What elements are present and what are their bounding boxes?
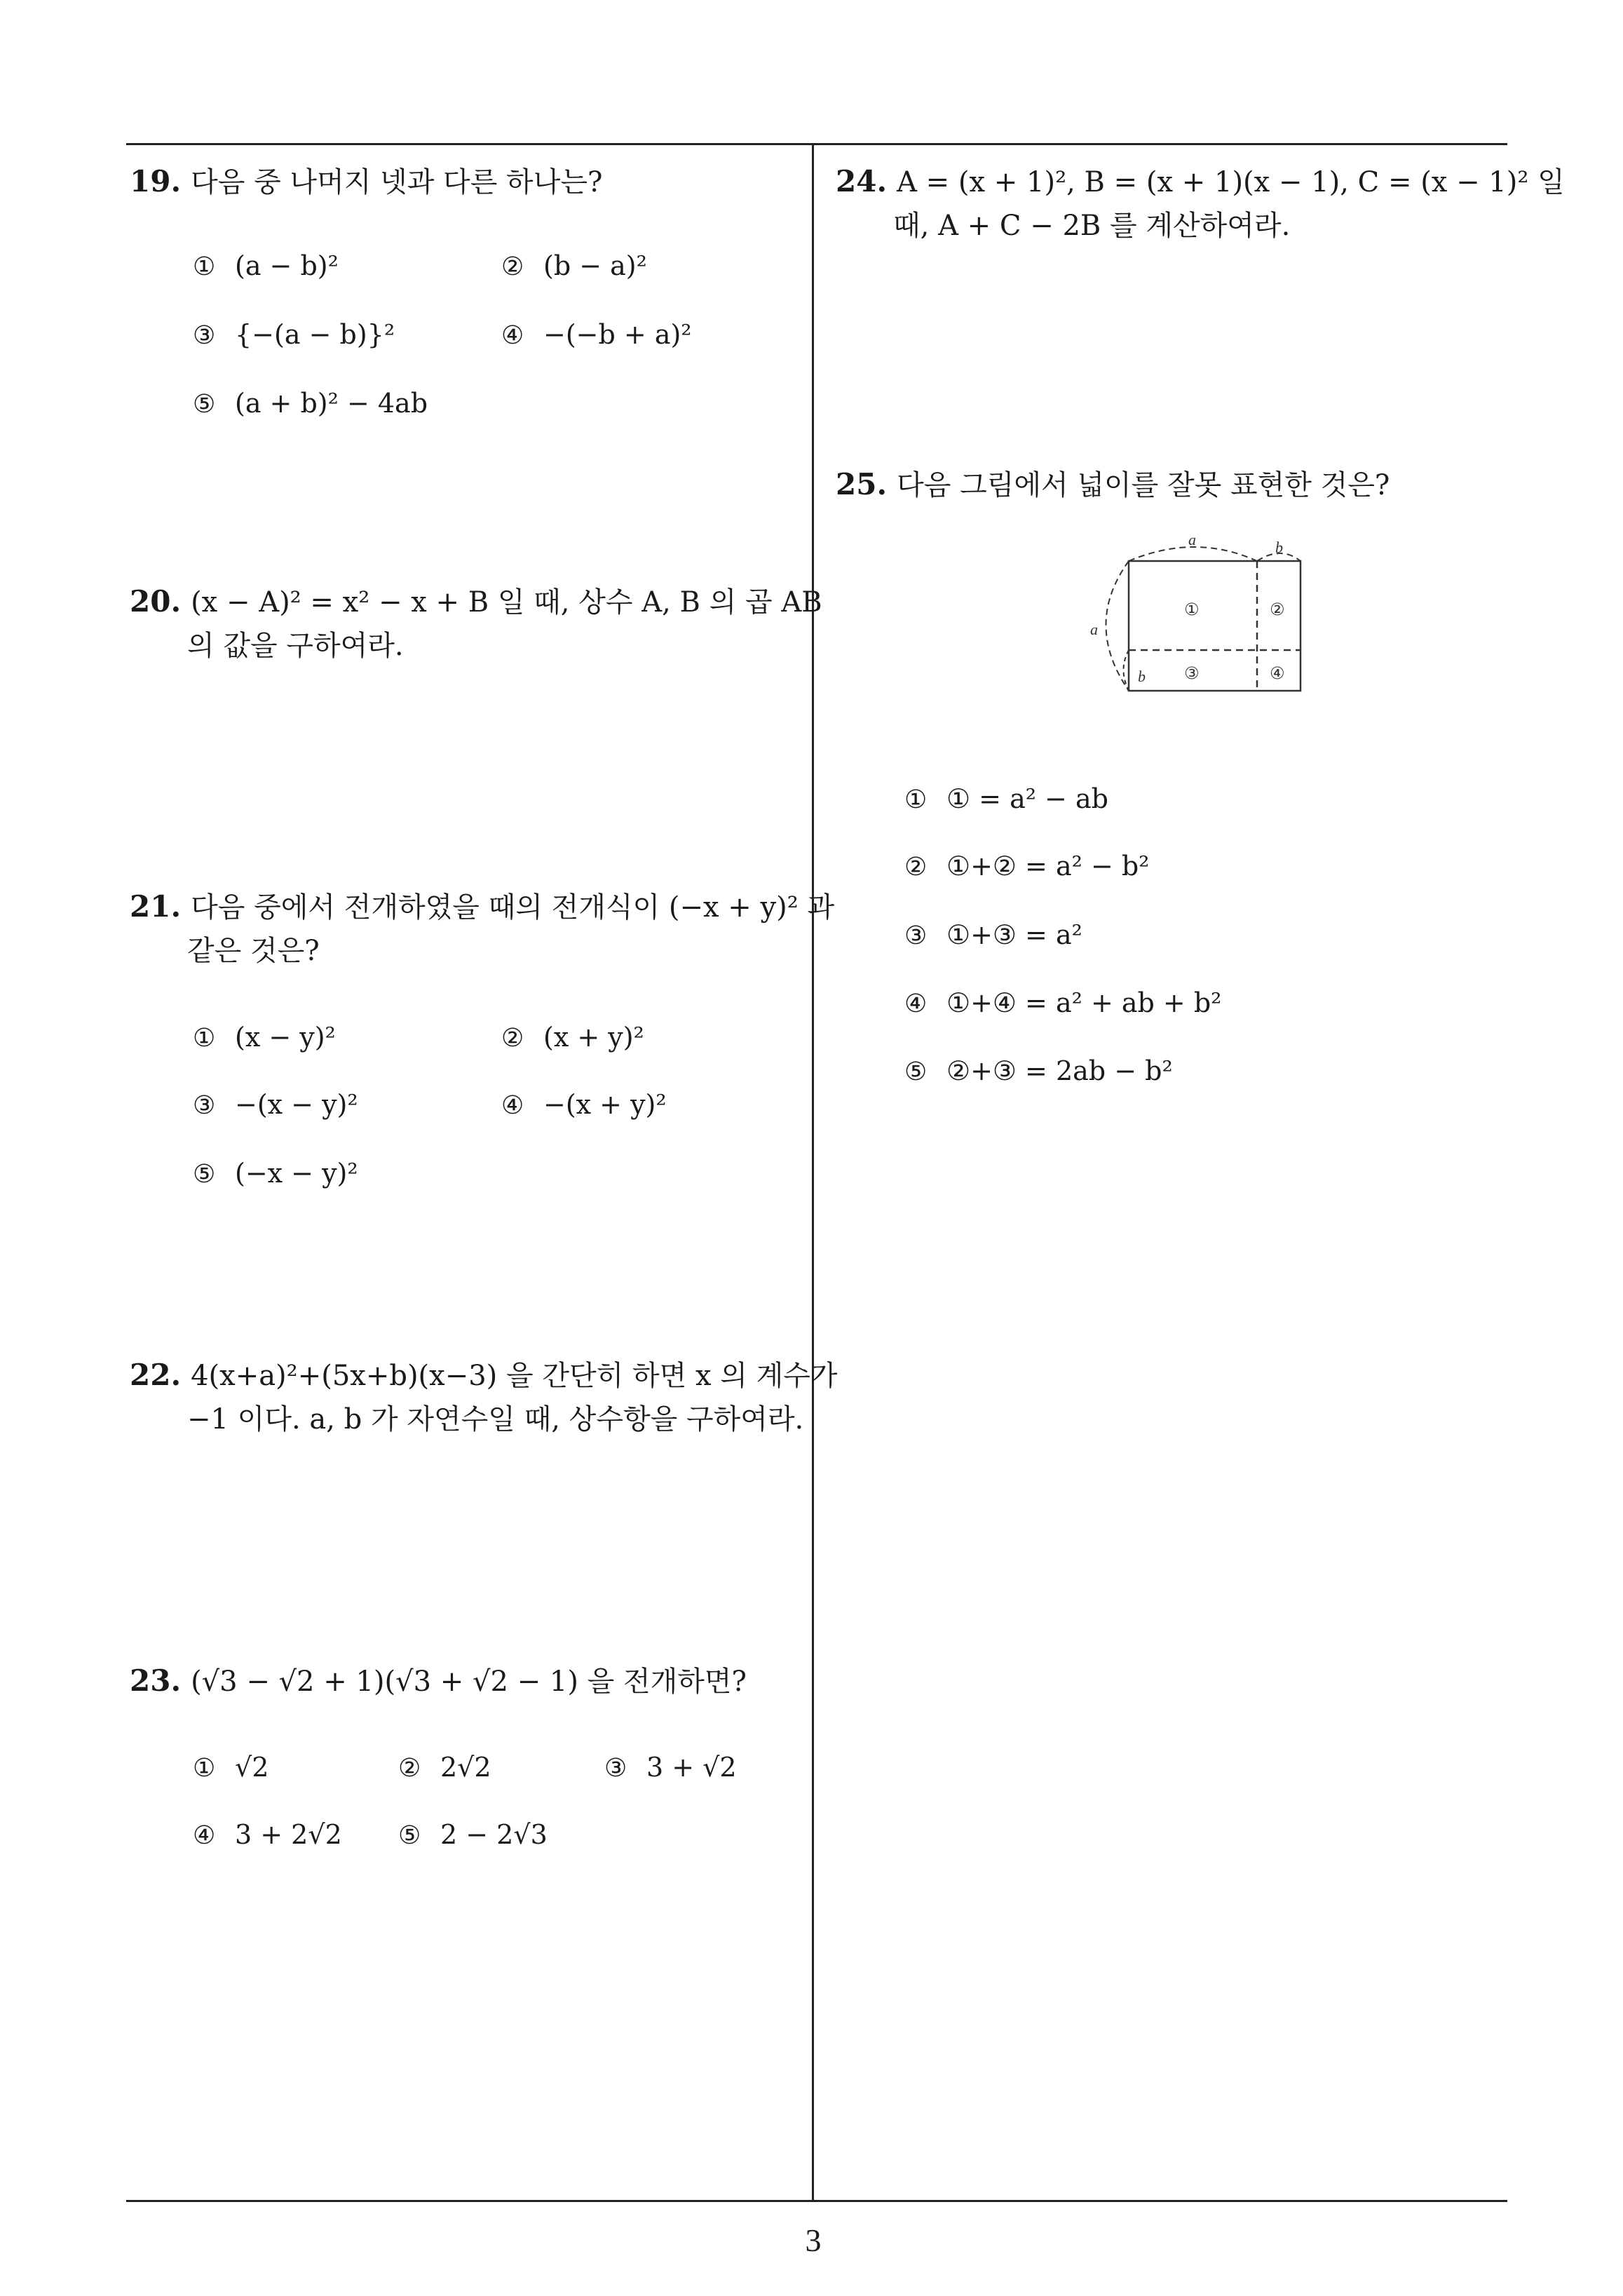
top-rule [126, 143, 1507, 145]
choice-mark: ③ [904, 921, 928, 950]
question-text-line2: 같은 것은? [187, 935, 320, 967]
problem-25 [836, 463, 1390, 507]
label-b-inner: b [1138, 668, 1146, 685]
choice-text: (−x − y)² [235, 1158, 358, 1189]
problem-number: 19. [130, 164, 182, 198]
question-text-line2: 때, A + C − 2B 를 계산하여라. [893, 210, 1291, 242]
choice-text: (b − a)² [543, 250, 647, 281]
problem-22 [130, 1353, 838, 1441]
choice-text: 3 + 2√2 [235, 1819, 342, 1850]
page-number: 3 [805, 2222, 822, 2258]
choice-text: ①+④ = a² + ab + b² [946, 987, 1222, 1018]
question-text-line1: A = (x + 1)², B = (x + 1)(x − 1), C = (x − 1)² 일 [897, 166, 1565, 198]
question-text-line1: 4(x+a)²+(5x+b)(x−3) 을 간단히 하면 x 의 계수가 [191, 1360, 838, 1392]
choice-text: (a − b)² [235, 250, 339, 281]
choice-4[interactable] [501, 319, 692, 350]
choice-2[interactable] [398, 1752, 491, 1783]
problem-23 [130, 1659, 747, 1703]
question-text-line1: 다음 중에서 전개하였을 때의 전개식이 (−x + y)² 과 [191, 891, 835, 924]
question-text-line2: 의 값을 구하여라. [187, 630, 404, 662]
choice-mark: ⑤ [193, 390, 216, 419]
choice-mark: ① [904, 785, 928, 814]
choice-text: ①+③ = a² [946, 919, 1082, 950]
question-text: (√3 − √2 + 1)(√3 + √2 − 1) 을 전개하면? [191, 1666, 747, 1698]
choice-5[interactable] [193, 1158, 358, 1189]
choice-mark: ⑤ [904, 1058, 928, 1086]
problem-number: 24. [836, 164, 888, 198]
brace-a-left [1106, 561, 1129, 691]
problem-19 [130, 160, 602, 204]
choice-text: −(x − y)² [235, 1089, 358, 1120]
choice-5[interactable] [904, 1055, 1173, 1086]
choice-text: −(−b + a)² [543, 319, 692, 350]
choice-mark: ④ [501, 1091, 524, 1120]
choice-mark: ③ [604, 1754, 627, 1783]
choice-3[interactable] [604, 1752, 737, 1783]
choice-mark: ① [193, 1024, 216, 1053]
region-3-label: ③ [1184, 663, 1200, 683]
choice-text: (x − y)² [235, 1022, 336, 1053]
choice-5[interactable] [193, 388, 428, 419]
choice-mark: ④ [193, 1821, 216, 1850]
problem-21 [130, 885, 834, 973]
question-text: 다음 그림에서 넓이를 잘못 표현한 것은? [897, 469, 1390, 501]
choice-mark: ② [904, 853, 928, 882]
choice-mark: ④ [904, 990, 928, 1018]
choice-mark: ② [501, 252, 524, 281]
brace-a-top [1129, 547, 1257, 561]
question-text: 다음 중 나머지 넷과 다른 하나는? [191, 166, 603, 198]
problem-24 [836, 160, 1565, 248]
question-text-line1: (x − A)² = x² − x + B 일 때, 상수 A, B 의 곱 AB [191, 586, 822, 619]
choice-1[interactable] [193, 250, 339, 281]
choice-4[interactable] [193, 1819, 342, 1850]
choice-text: √2 [235, 1752, 269, 1783]
choice-mark: ④ [501, 321, 524, 350]
problem-number: 25. [836, 467, 888, 501]
problem-number: 23. [130, 1663, 182, 1698]
choice-1[interactable] [193, 1022, 336, 1053]
choice-mark: ② [501, 1024, 524, 1053]
problem-number: 21. [130, 889, 182, 924]
choice-4[interactable] [501, 1089, 667, 1120]
choice-mark: ② [398, 1754, 421, 1783]
label-a-left: a [1090, 621, 1098, 638]
choice-text: {−(a − b)}² [235, 319, 395, 350]
choice-5[interactable] [398, 1819, 548, 1850]
region-2-label: ② [1270, 600, 1285, 619]
choice-1[interactable] [193, 1752, 269, 1783]
choice-text: −(x + y)² [543, 1089, 667, 1120]
choice-text: ① = a² − ab [946, 783, 1108, 814]
choice-mark: ⑤ [193, 1160, 216, 1189]
choice-text: ①+② = a² − b² [946, 851, 1150, 882]
choice-text: 2 − 2√3 [440, 1819, 548, 1850]
problem-number: 22. [130, 1358, 182, 1392]
choice-mark: ① [193, 1754, 216, 1783]
choice-mark: ① [193, 252, 216, 281]
choice-1[interactable] [904, 783, 1108, 814]
question-text-line2: −1 이다. a, b 가 자연수일 때, 상수항을 구하여라. [187, 1403, 804, 1436]
problem-number: 20. [130, 584, 182, 619]
choice-mark: ⑤ [398, 1821, 421, 1850]
column-divider [812, 144, 814, 2201]
label-b-top: b [1275, 539, 1283, 556]
problem-20 [130, 580, 822, 668]
choice-2[interactable] [501, 1022, 644, 1053]
label-a-top: a [1188, 531, 1196, 548]
bottom-rule [126, 2200, 1507, 2202]
choice-mark: ③ [193, 1091, 216, 1120]
choice-3[interactable] [904, 919, 1082, 950]
choice-3[interactable] [193, 319, 395, 350]
choice-2[interactable] [904, 851, 1149, 882]
choice-2[interactable] [501, 250, 647, 281]
region-1-label: ① [1184, 600, 1200, 619]
choice-text: (x + y)² [543, 1022, 644, 1053]
choice-text: (a + b)² − 4ab [235, 388, 428, 419]
choice-mark: ③ [193, 321, 216, 350]
choice-3[interactable] [193, 1089, 358, 1120]
choice-4[interactable] [904, 987, 1221, 1018]
area-diagram [1090, 526, 1322, 708]
choice-text: 3 + √2 [646, 1752, 737, 1783]
choice-text: ②+③ = 2ab − b² [946, 1055, 1173, 1086]
region-4-label: ④ [1270, 663, 1285, 683]
choice-text: 2√2 [440, 1752, 491, 1783]
